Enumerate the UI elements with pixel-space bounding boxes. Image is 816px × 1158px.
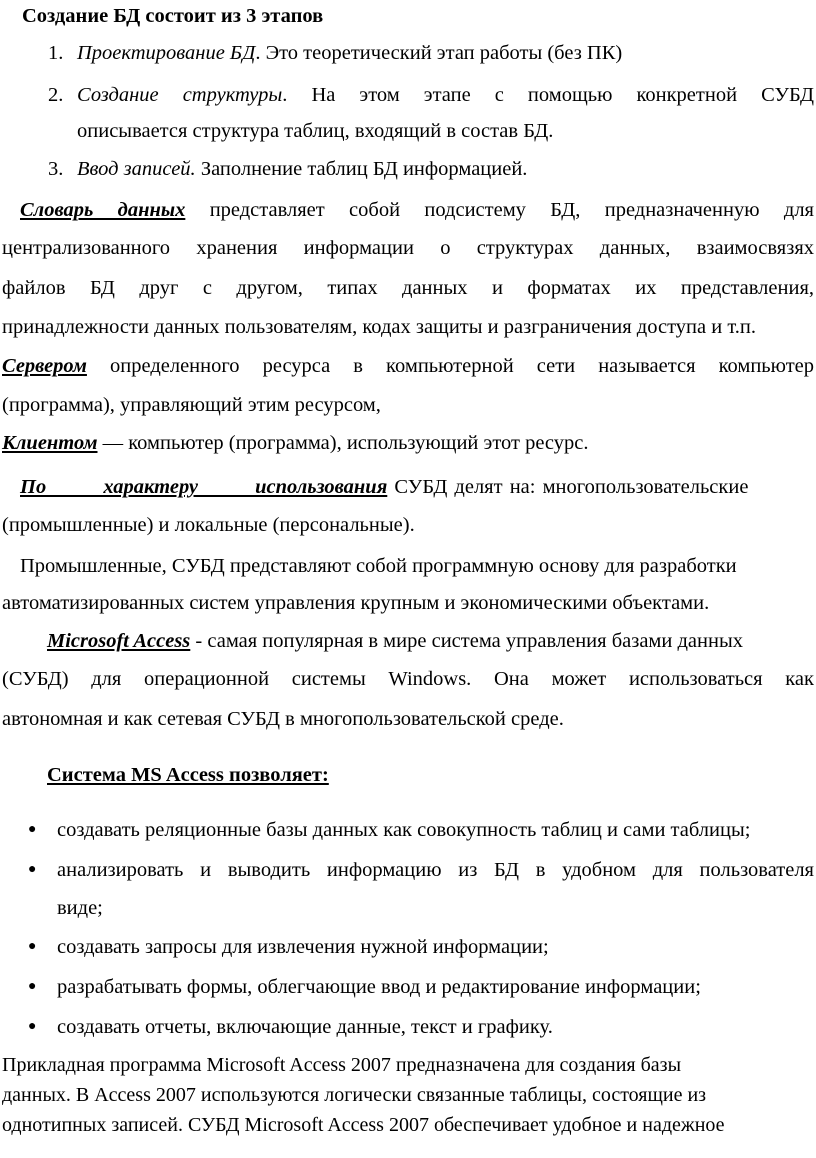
stage-text: Заполнение таблиц БД информацией. (195, 158, 528, 180)
stage-item (77, 156, 527, 182)
stage-item (77, 82, 814, 108)
usage-paragraph-line (20, 474, 814, 500)
bullet-icon: ● (28, 822, 37, 837)
server-text: определенного ресурса в компьютерной сети называется компьютер (86, 355, 814, 377)
access-paragraph-line: (СУБД) для операционной системы Windows. Она может использоваться как (2, 668, 814, 690)
dictionary-paragraph-line: принадлежности данных пользователям, кодах защиты и разграничения доступа и т.п. (2, 316, 756, 338)
stage-number: 2. (48, 84, 64, 106)
client-term: Клиентом (2, 432, 98, 454)
server-paragraph-line (2, 353, 814, 379)
closing-paragraph-line: Прикладная программа Microsoft Access 2007 предназначена для создания базы (2, 1054, 682, 1076)
dictionary-paragraph-line: централизованного хранения информации о структурах данных, взаимосвязях (2, 237, 814, 259)
usage-paragraph-line: (промышленные) и локальные (персональные). (2, 514, 415, 536)
usage-text: СУБД делят на: многопользовательские (387, 476, 749, 498)
dictionary-term: Словарь данных (20, 199, 186, 221)
stage-text-continued: описывается структура таблиц, входящий в состав БД. (77, 120, 554, 142)
bullet-icon: ● (28, 1019, 37, 1034)
stage-item (77, 40, 622, 66)
industrial-paragraph-line: автоматизированных систем управления крупным и экономическими объектами. (2, 592, 710, 614)
stage-text: . Это теоретический этап работы (без ПК) (255, 42, 623, 64)
server-paragraph-line: (программа), управляющий этим ресурсом, (2, 394, 381, 416)
usage-term: По характеру использования (20, 476, 388, 498)
list-item-continued: виде; (57, 897, 103, 919)
stage-term: Проектирование БД (77, 42, 256, 64)
bullet-icon: ● (28, 979, 37, 994)
bullet-icon: ● (28, 862, 37, 877)
stage-text: . На этом этапе с помощью конкретной СУБД (282, 84, 814, 106)
stage-term: Ввод записей. (77, 158, 196, 180)
list-item: анализировать и выводить информацию из БД в удобном для пользователя (57, 859, 814, 881)
dictionary-text: представляет собой подсистему БД, предназначенную для (185, 199, 814, 221)
dictionary-paragraph-line: файлов БД друг с другом, типах данных и форматах их представления, (2, 277, 814, 299)
stages-heading: Создание БД состоит из 3 этапов (22, 5, 324, 27)
access-text: - самая популярная в мире система управления базами данных (190, 630, 743, 652)
closing-paragraph-line: данных. В Access 2007 используются логически связанные таблицы, состоящие из (2, 1084, 707, 1106)
list-item: создавать отчеты, включающие данные, текст и графику. (57, 1016, 553, 1038)
bullet-icon: ● (28, 939, 37, 954)
dictionary-paragraph-line (20, 197, 814, 223)
stage-number: 3. (48, 158, 64, 180)
features-heading: Система MS Access позволяет: (47, 764, 329, 786)
access-paragraph-line: автономная и как сетевая СУБД в многопользовательской среде. (2, 708, 564, 730)
stage-term: Создание структуры (77, 84, 283, 106)
industrial-paragraph-line: Промышленные, СУБД представляют собой программную основу для разработки (20, 555, 737, 577)
stage-number: 1. (48, 42, 64, 64)
access-term: Microsoft Access (47, 630, 191, 652)
server-term: Сервером (2, 355, 87, 377)
access-paragraph-line (47, 628, 743, 654)
list-item: разрабатывать формы, облегчающие ввод и редактирование информации; (57, 976, 701, 998)
client-text: — компьютер (программа), использующий этот ресурс. (97, 432, 589, 454)
list-item: создавать запросы для извлечения нужной информации; (57, 936, 549, 958)
client-paragraph (2, 430, 588, 456)
list-item: создавать реляционные базы данных как совокупность таблиц и сами таблицы; (57, 819, 751, 841)
closing-paragraph-line: однотипных записей. СУБД Microsoft Access 2007 обеспечивает удобное и надежное (2, 1114, 725, 1136)
